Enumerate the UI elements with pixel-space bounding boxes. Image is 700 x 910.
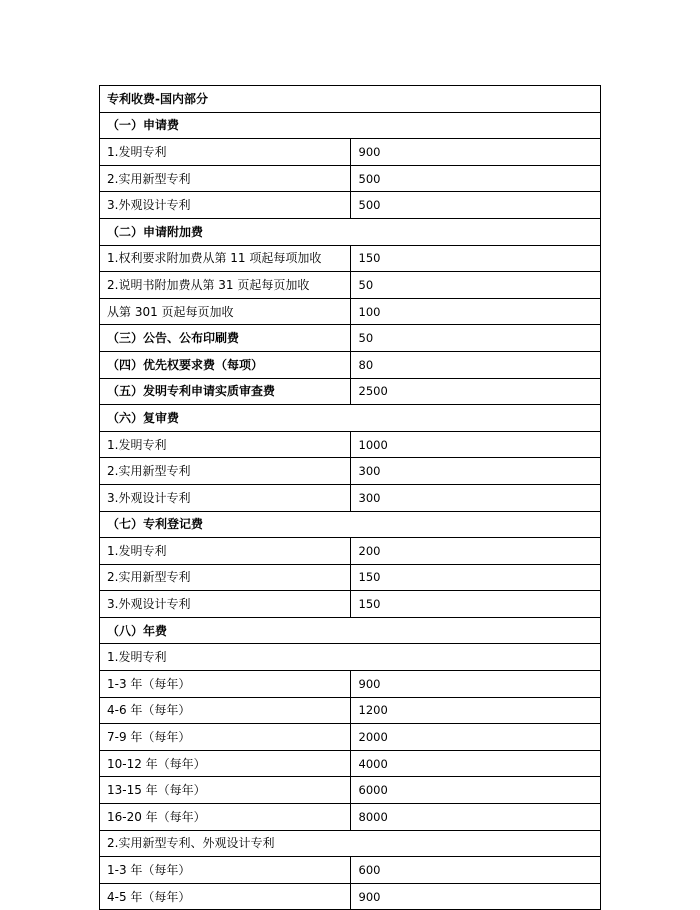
fee-item-label: 3.外观设计专利 [100,591,351,618]
fee-row [100,351,601,378]
fee-amount: 150 [350,591,601,618]
fee-amount: 1200 [350,697,601,724]
section-title: （一）申请费 [100,112,601,139]
fee-amount: 2000 [350,724,601,751]
fee-item-label: （五）发明专利申请实质审查费 [100,378,351,405]
subsection-title: 2.实用新型专利、外观设计专利 [100,830,601,857]
fee-row [100,245,601,272]
fee-item-label: 1-3 年（每年） [100,857,351,884]
fee-row [100,325,601,352]
fee-row [100,298,601,325]
fee-row [100,697,601,724]
fee-row [100,750,601,777]
fee-amount: 8000 [350,804,601,831]
fee-row [100,139,601,166]
fee-item-label: 4-5 年（每年） [100,883,351,910]
fee-row [100,165,601,192]
fee-amount: 150 [350,245,601,272]
fee-row [100,484,601,511]
fee-amount: 500 [350,165,601,192]
fee-item-label: 3.外观设计专利 [100,484,351,511]
fee-amount: 50 [350,272,601,299]
fee-amount: 900 [350,671,601,698]
fee-row [100,777,601,804]
fee-row [100,272,601,299]
section-title: （六）复审费 [100,405,601,432]
fee-item-label: 2.实用新型专利 [100,564,351,591]
fee-amount: 50 [350,325,601,352]
fee-item-label: 2.实用新型专利 [100,458,351,485]
section-header-row [100,405,601,432]
fee-row [100,538,601,565]
fee-item-label: 7-9 年（每年） [100,724,351,751]
fee-row [100,192,601,219]
fee-table-body [100,86,601,910]
fee-amount: 500 [350,192,601,219]
fee-item-label: 从第 301 页起每页加收 [100,298,351,325]
fee-item-label: 13-15 年（每年） [100,777,351,804]
section-title: （七）专利登记费 [100,511,601,538]
fee-amount: 600 [350,857,601,884]
fee-item-label: 2.实用新型专利 [100,165,351,192]
fee-row [100,883,601,910]
fee-item-label: 1.发明专利 [100,431,351,458]
fee-amount: 6000 [350,777,601,804]
fee-item-label: （三）公告、公布印刷费 [100,325,351,352]
section-header-row [100,112,601,139]
fee-amount: 300 [350,458,601,485]
fee-row [100,724,601,751]
fee-amount: 80 [350,351,601,378]
section-header-row [100,511,601,538]
fee-row [100,671,601,698]
fee-amount: 300 [350,484,601,511]
fee-item-label: 16-20 年（每年） [100,804,351,831]
fee-amount: 4000 [350,750,601,777]
fee-row [100,378,601,405]
fee-item-label: 4-6 年（每年） [100,697,351,724]
section-header-row [100,617,601,644]
fee-amount: 1000 [350,431,601,458]
section-title: （二）申请附加费 [100,218,601,245]
fee-row [100,857,601,884]
fee-amount: 2500 [350,378,601,405]
fee-amount: 100 [350,298,601,325]
table-title-row [100,86,601,113]
fee-row [100,804,601,831]
fee-item-label: （四）优先权要求费（每项） [100,351,351,378]
fee-amount: 150 [350,564,601,591]
fee-row [100,591,601,618]
fee-amount: 200 [350,538,601,565]
fee-amount: 900 [350,883,601,910]
fee-row [100,564,601,591]
fee-item-label: 1.权利要求附加费从第 11 项起每项加收 [100,245,351,272]
subsection-row [100,830,601,857]
fee-item-label: 1.发明专利 [100,139,351,166]
subsection-row [100,644,601,671]
fee-amount: 900 [350,139,601,166]
table-title: 专利收费-国内部分 [100,86,601,113]
subsection-title: 1.发明专利 [100,644,601,671]
patent-fee-table [99,85,601,910]
fee-row [100,458,601,485]
fee-item-label: 1-3 年（每年） [100,671,351,698]
fee-item-label: 3.外观设计专利 [100,192,351,219]
fee-item-label: 2.说明书附加费从第 31 页起每页加收 [100,272,351,299]
section-header-row [100,218,601,245]
section-title: （八）年费 [100,617,601,644]
fee-row [100,431,601,458]
fee-item-label: 1.发明专利 [100,538,351,565]
fee-item-label: 10-12 年（每年） [100,750,351,777]
